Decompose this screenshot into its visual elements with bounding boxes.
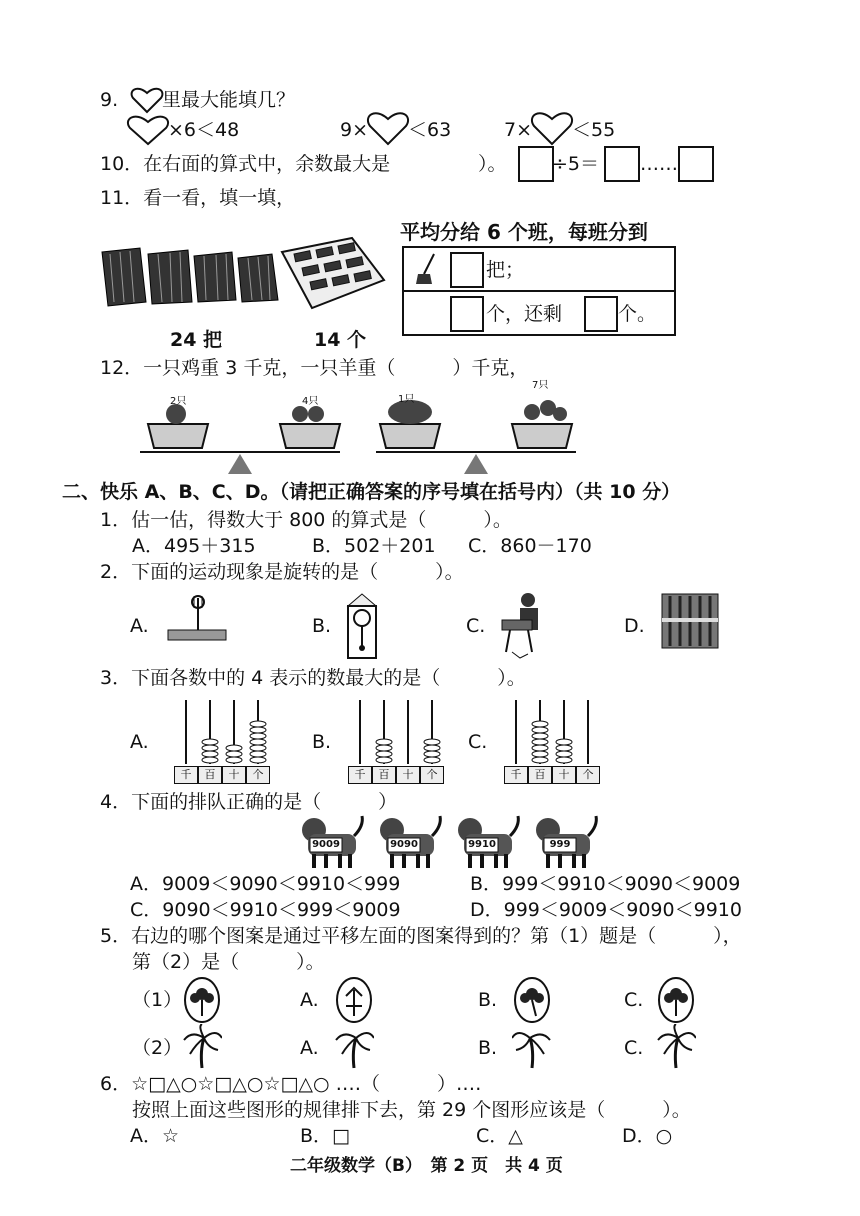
p5-row-1-option-b[interactable]: B. — [478, 989, 498, 1011]
p1-option-c[interactable]: C．860－170 — [468, 535, 592, 557]
p5-row-2-option-c[interactable]: C. — [624, 1037, 644, 1059]
palm-tree-icon-a — [334, 1024, 374, 1070]
flower-oval-icon-a — [334, 976, 374, 1024]
balance-scales-illustration — [140, 386, 590, 478]
boards-illustration — [272, 236, 388, 316]
abacus-c — [504, 700, 600, 766]
flower-oval-icon-b — [512, 976, 552, 1024]
scale-tag-3: 1只 — [398, 394, 415, 405]
brooms-illustration — [100, 240, 280, 310]
palm-tree-icon-b — [512, 1024, 552, 1070]
p6-sequence: 6．☆□△○☆□△○☆□△○ ‥‥（ ）‥‥ — [100, 1073, 482, 1095]
scale-tag-1: 2只 — [170, 396, 187, 407]
q9-prompt: 里最大能填几？ — [162, 89, 296, 111]
q9-ineq-2-pre: 9× — [340, 119, 369, 141]
p2-option-b[interactable]: B. — [312, 615, 332, 637]
p1-text: 1．估一估，得数大于 800 的算式是（ ）。 — [100, 509, 512, 531]
p6-option-b[interactable]: B．□ — [300, 1125, 350, 1147]
q11-text: 11．看一看，填一填， — [100, 187, 296, 209]
palm-tree-icon — [182, 1024, 222, 1070]
q11-row2-unit: 个，还剩 — [486, 303, 563, 325]
dividend-box[interactable] — [518, 146, 554, 182]
p5-row-1-option-c[interactable]: C. — [624, 989, 644, 1011]
heart-blank-2[interactable] — [366, 110, 410, 146]
p6-text: 按照上面这些图形的规律排下去，第 29 个图形应该是（ ）。 — [132, 1099, 691, 1121]
p5-row-2-label: （2） — [132, 1037, 183, 1059]
flower-oval-icon — [182, 976, 222, 1024]
p4-option-a[interactable]: A．9009＜9090＜9910＜999 — [130, 873, 401, 895]
q11-row1-unit: 把； — [486, 259, 525, 281]
dog-4-number: 999 — [549, 839, 571, 850]
p4-option-c[interactable]: C．9090＜9910＜999＜9009 — [130, 899, 401, 921]
p2-text: 2．下面的运动现象是旋转的是（ ）。 — [100, 561, 464, 583]
dog-3-number: 9910 — [468, 839, 496, 850]
dog-2 — [374, 814, 444, 870]
p4-option-d[interactable]: D．999＜9009＜9090＜9910 — [470, 899, 742, 921]
scale-tag-4: 7只 — [532, 380, 549, 391]
section-2-title: 二、快乐 A、B、C、D。（请把正确答案的序号填在括号内）（共 10 分） — [62, 481, 681, 503]
board-remainder-box[interactable] — [584, 296, 618, 332]
dog-3 — [452, 814, 522, 870]
p6-option-d[interactable]: D．○ — [622, 1125, 673, 1147]
bookshelf-door-icon — [660, 592, 720, 650]
quotient-box[interactable] — [604, 146, 640, 182]
abacus-c-labels: 千 百 十 个 — [504, 766, 600, 784]
abacus-b — [348, 700, 444, 766]
flower-oval-icon-c — [656, 976, 696, 1024]
board-count-box[interactable] — [450, 296, 484, 332]
q11-table-header: 平均分给 6 个班，每班分到 — [400, 220, 648, 244]
dog-4 — [530, 814, 600, 870]
p1-option-a[interactable]: A．495＋315 — [132, 535, 256, 557]
broom-icon — [414, 252, 438, 286]
p6-option-c[interactable]: C．△ — [476, 1125, 523, 1147]
abacus-b-labels: 千 百 十 个 — [348, 766, 444, 784]
clock-tower-icon — [344, 592, 380, 660]
broom-count-box[interactable] — [450, 252, 484, 288]
p3-option-b[interactable]: B. — [312, 731, 332, 753]
dog-1 — [296, 814, 366, 870]
p5-row-2-option-a[interactable]: A. — [300, 1037, 319, 1059]
p3-option-c[interactable]: C. — [468, 731, 488, 753]
abacus-a — [174, 700, 270, 766]
woodworker-icon — [500, 590, 550, 662]
remainder-box[interactable] — [678, 146, 714, 182]
p5-row-1-label: （1） — [132, 989, 183, 1011]
p5-text-2: 第（2）是（ ）。 — [132, 951, 325, 973]
p4-option-b[interactable]: B．999＜9910＜9090＜9009 — [470, 873, 741, 895]
q10-text: 10．在右面的算式中，余数最大是 — [100, 153, 391, 175]
q10-dots: …… — [640, 153, 678, 175]
p5-row-1-option-a[interactable]: A. — [300, 989, 319, 1011]
dog-1-number: 9009 — [312, 839, 340, 850]
p5-row-2-option-b[interactable]: B. — [478, 1037, 498, 1059]
q9-number: 9. — [100, 89, 119, 111]
p2-option-c[interactable]: C. — [466, 615, 486, 637]
q9-ineq-1: ×6＜48 — [168, 119, 240, 141]
p4-text: 4．下面的排队正确的是（ ） — [100, 791, 398, 813]
q9-ineq-2-post: ＜63 — [408, 119, 452, 141]
boards-label: 14 个 — [314, 329, 367, 351]
q10-div: ÷5＝ — [552, 153, 600, 175]
q9-ineq-3-pre: 7× — [504, 119, 533, 141]
brooms-label: 24 把 — [170, 329, 223, 351]
q11-row2-end: 个。 — [618, 303, 657, 325]
q12-text: 12．一只鸡重 3 千克，一只羊重（ ）千克， — [100, 357, 529, 379]
scale-tag-2: 4只 — [302, 396, 319, 407]
p2-option-d[interactable]: D. — [624, 615, 645, 637]
heart-blank-3[interactable] — [530, 110, 574, 146]
q10-answer-paren[interactable]: ）。 — [478, 153, 507, 175]
palm-tree-icon-c — [656, 1024, 696, 1070]
p3-option-a[interactable]: A. — [130, 731, 149, 753]
heart-icon — [130, 86, 164, 114]
p3-text: 3．下面各数中的 4 表示的数最大的是（ ）。 — [100, 667, 526, 689]
abacus-a-labels: 千 百 十 个 — [174, 766, 270, 784]
p2-option-a[interactable]: A. — [130, 615, 149, 637]
page-footer: 二年级数学（B） 第 2 页 共 4 页 — [290, 1156, 563, 1176]
heart-blank-1[interactable] — [126, 114, 170, 146]
pendulum-icon — [164, 592, 230, 642]
q9-ineq-3-post: ＜55 — [572, 119, 616, 141]
p6-option-a[interactable]: A．☆ — [130, 1125, 180, 1147]
dog-2-number: 9090 — [390, 839, 418, 850]
p1-option-b[interactable]: B．502＋201 — [312, 535, 436, 557]
p5-text-1: 5．右边的哪个图案是通过平移左面的图案得到的？第（1）题是（ ）， — [100, 925, 742, 947]
